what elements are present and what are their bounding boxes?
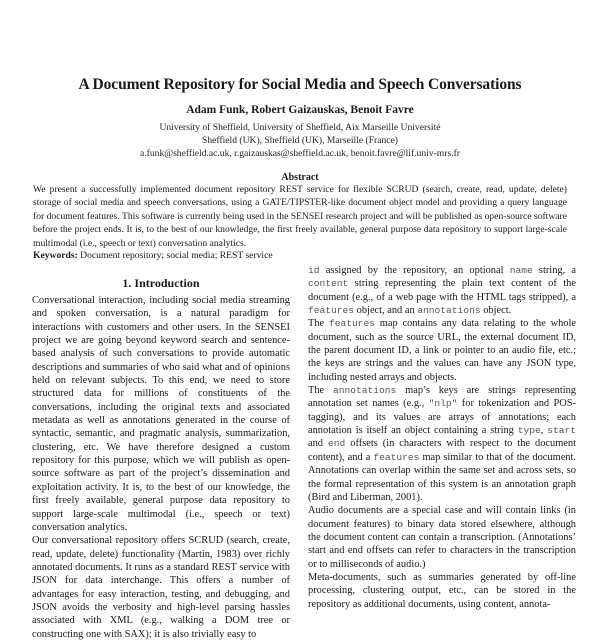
text-run: assigned by the repository, an optional xyxy=(319,265,510,276)
code-annotations: annotations xyxy=(417,305,481,317)
paper-authors: Adam Funk, Robert Gaizauskas, Benoit Favre xyxy=(186,104,414,116)
code-type: type xyxy=(517,425,541,437)
code-id: id xyxy=(308,265,320,276)
right-paragraph-3 xyxy=(308,384,576,504)
text-run: map contains any data relating to the whole document, such as the source URL, the external document ID, the parent document ID, a link or pointer to an audio file, etc.; the keys are strings and the values can have any JSON type, including nested arrays and objects. xyxy=(308,318,576,383)
text-run: for tokenization and POS-tagging), and its values are arrays of annotations; each annotation is itself an object containing a string xyxy=(308,398,576,437)
code-features: features xyxy=(328,318,375,330)
intro-paragraph-2: Our conversational repository offers SCRUD (search, create, read, update, delete) functionality (Martin, 1983) over richly annotated documents. It runs as a standard REST service with JSON for data interchange. This offers a number of advantages for easy interaction, testing, and debugging, and JSON avoids the verbosity and high-level parsing hassles associated with XML (e.g., walking a DOM tree or constructing one with SAX); it is also trivially easy to xyxy=(32,535,290,640)
text-run: , xyxy=(540,425,548,437)
code-nlp: "nlp" xyxy=(428,398,458,410)
affiliation-line-2: Sheffield (UK), Sheffield (UK), Marseille (France) xyxy=(202,135,398,146)
text-run: object, and an xyxy=(354,305,418,317)
right-paragraph-5: Meta-documents, such as summaries generated by off-line processing, clustering output, etc., can be stored in the repository as additional documents, using content, annota- xyxy=(308,571,576,610)
abstract-heading: Abstract xyxy=(281,172,319,183)
right-column xyxy=(308,264,576,611)
right-paragraph-2 xyxy=(308,317,576,384)
right-paragraph-4: Audio documents are a special case and will contain links (in document features) to binary data stored elsewhere, although the document content can contain a transcription. (Annotations’ start and end offsets can refer to characters in the transcription or to milliseconds of audio.) xyxy=(308,505,576,570)
section-heading-introduction: 1. Introduction xyxy=(122,276,200,290)
code-annotations: annotations xyxy=(332,385,397,397)
keywords-label: Keywords: xyxy=(33,250,78,261)
left-column xyxy=(32,294,290,641)
text-run: The xyxy=(308,318,329,330)
text-run: offsets (in characters with respect to the document content), and a xyxy=(308,438,576,463)
affiliation-line-1: University of Sheffield, University of Sheffield, Aix Marseille Université xyxy=(159,122,441,133)
code-end: end xyxy=(328,438,346,450)
abstract-body: We present a successfully implemented document repository REST service for flexible SCRUD (search, create, read, update, delete) storage of social media and speech conversations, using a GATE/TIPSTER-like document object model and providing a query language for document features. This software is currently being used in the SENSEI research project and will be published as open-source software before the project ends. It is, to the best of our knowledge, the first freely available, general purpose data repository to support large-scale multimodal (i.e., speech or text) conversation analytics. xyxy=(33,184,567,249)
keywords-value: Document repository; social media; REST service xyxy=(77,250,273,261)
author-emails: a.funk@sheffield.ac.uk, r.gaizauskas@sheffield.ac.uk, benoit.favre@lif.univ-mrs.fr xyxy=(140,148,460,159)
text-run: and xyxy=(308,438,328,450)
code-content: content xyxy=(308,278,349,290)
keywords xyxy=(33,250,567,261)
text-run: string representing the plain text content of the document (e.g., of a web page with the HTML tags stripped), a xyxy=(308,278,576,303)
text-run: string, a xyxy=(532,265,576,276)
code-name: name xyxy=(509,265,533,276)
text-run: map similar to that of the document. Annotations can overlap within the same set and across sets, so the formal representation of this system is an annotation graph (Bird and Liberman, 2001). xyxy=(308,451,576,503)
code-features: features xyxy=(308,305,355,317)
text-run: The xyxy=(308,385,333,397)
code-features: features xyxy=(373,451,420,463)
intro-paragraph-1: Conversational interaction, including social media streaming and spoken conversation, is a natural paradigm for interactions with customers and other users. In the SENSEI project we are going beyond keyword search and sentence-based analysis of such conversations to provide automatic descriptions and summaries of who said what and of opinions held on relevant subjects. To this end, we need to store structured data for millions of constituents of the conversations, including the original texts and associated metadata as well as annotations generated in the course of syntactic, semantic, and pragmatic analysis, summarization, clustering, etc. We have therefore designed a custom repository for this purpose, which we will publish as open-source software as part of the project’s dissemination and exploitation activity. It is, to the best of our knowledge, the first freely available, general purpose data repository to support large-scale multimodal (i.e., speech or text) conversation analytics. xyxy=(32,295,290,533)
text-run: object. xyxy=(480,305,512,317)
paper-title: A Document Repository for Social Media and Speech Conversations xyxy=(78,76,522,93)
text-run: map’s keys are strings representing annotation set names (e.g., xyxy=(308,385,576,410)
code-start: start xyxy=(547,425,576,437)
right-paragraph-1 xyxy=(308,264,576,317)
